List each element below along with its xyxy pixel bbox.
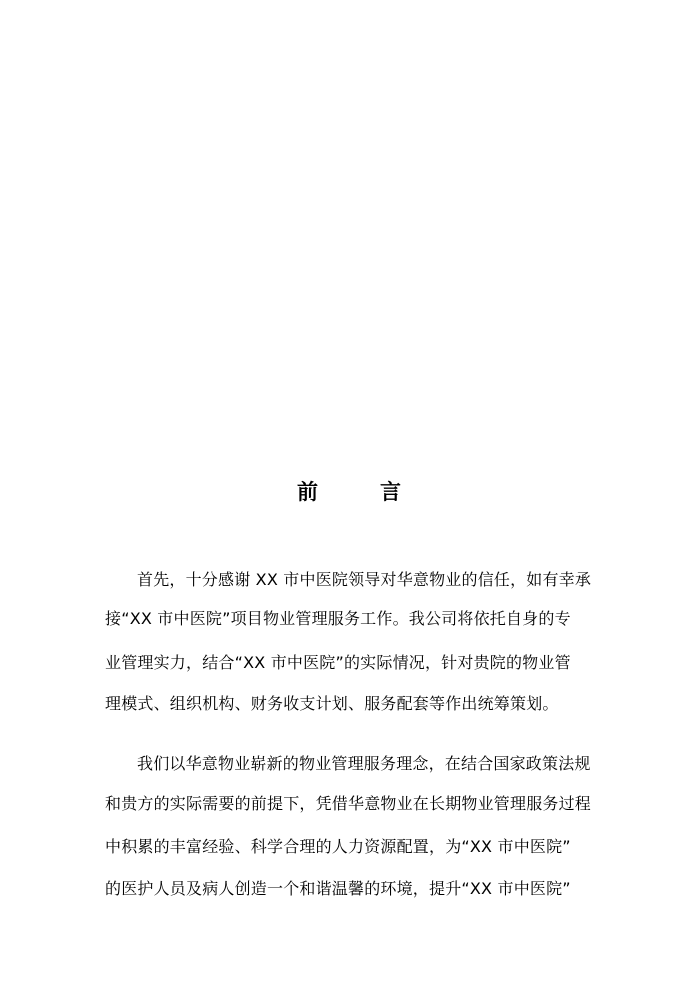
title-char-2: 言: [380, 480, 403, 504]
title-char-1: 前: [297, 480, 320, 504]
paragraph-1-line-3: 业管理实力，结合“XX 市中医院”的实际情况，针对贵院的物业管: [105, 653, 571, 672]
paragraph-1-line-1: 首先，十分感谢 XX 市中医院领导对华意物业的信任，如有幸承: [137, 570, 592, 589]
paragraph-2-line-2: 和贵方的实际需要的前提下，凭借华意物业在长期物业管理服务过程: [105, 794, 592, 813]
paragraph-2-line-1: 我们以华意物业崭新的物业管理服务理念，在结合国家政策法规: [137, 754, 591, 773]
paragraph-2-line-3: 中积累的丰富经验、科学合理的人力资源配置，为“XX 市中医院”: [105, 837, 571, 856]
paragraph-2-line-4: 的医护人员及病人创造一个和谐温馨的环境，提升“XX 市中医院”: [105, 879, 571, 898]
page-title: [0, 478, 700, 506]
paragraph-1-line-4: 理模式、组织机构、财务收支计划、服务配套等作出统筹策划。: [105, 694, 559, 713]
paragraph-1-line-2: 接“XX 市中医院”项目物业管理服务工作。我公司将依托自身的专: [105, 609, 571, 628]
